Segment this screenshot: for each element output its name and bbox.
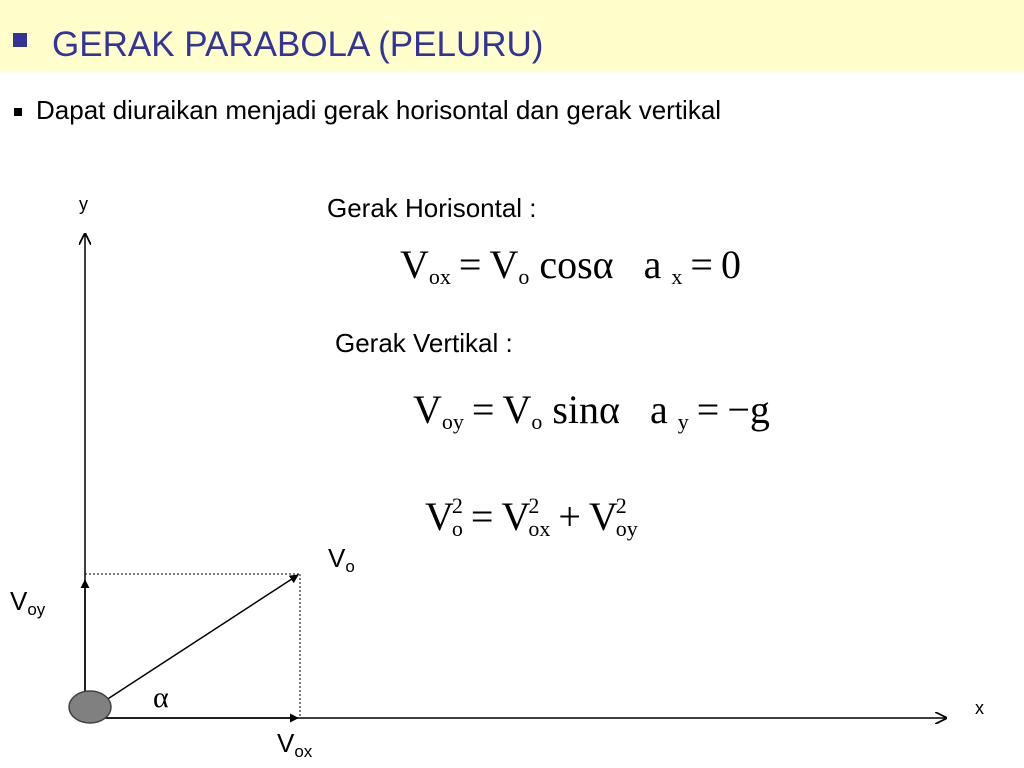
x-axis-label: x — [975, 698, 984, 718]
magnitude-equation: $V^2_o = V^2_{ox} + V^2_{oy}$ — [425, 493, 638, 541]
ay-equation: a $_y$ = −g — [650, 387, 770, 434]
projectile-ball — [69, 691, 111, 723]
slide-title: GERAK PARABOLA (PELURU) — [52, 25, 544, 64]
vertical-heading: Gerak Vertikal : — [335, 328, 513, 358]
horizontal-heading: Gerak Horisontal : — [327, 193, 537, 223]
vox-equation: $V_{ox} = V_o$ cosα — [400, 242, 614, 289]
vox-label: $V_{ox}$ — [277, 728, 313, 761]
vo-vector — [100, 575, 298, 704]
y-axis-label: y — [79, 194, 88, 214]
bullet-text: Dapat diuraikan menjadi gerak horisontal dan gerak vertikal — [36, 95, 722, 125]
vo-label: $V_o$ — [328, 543, 355, 576]
voy-equation: $V_{oy} = V_o$ sinα — [413, 387, 620, 434]
ax-equation: a $_x$ = 0 — [643, 242, 741, 289]
voy-label: $V_{oy}$ — [10, 586, 46, 619]
angle-label: α — [153, 681, 169, 714]
